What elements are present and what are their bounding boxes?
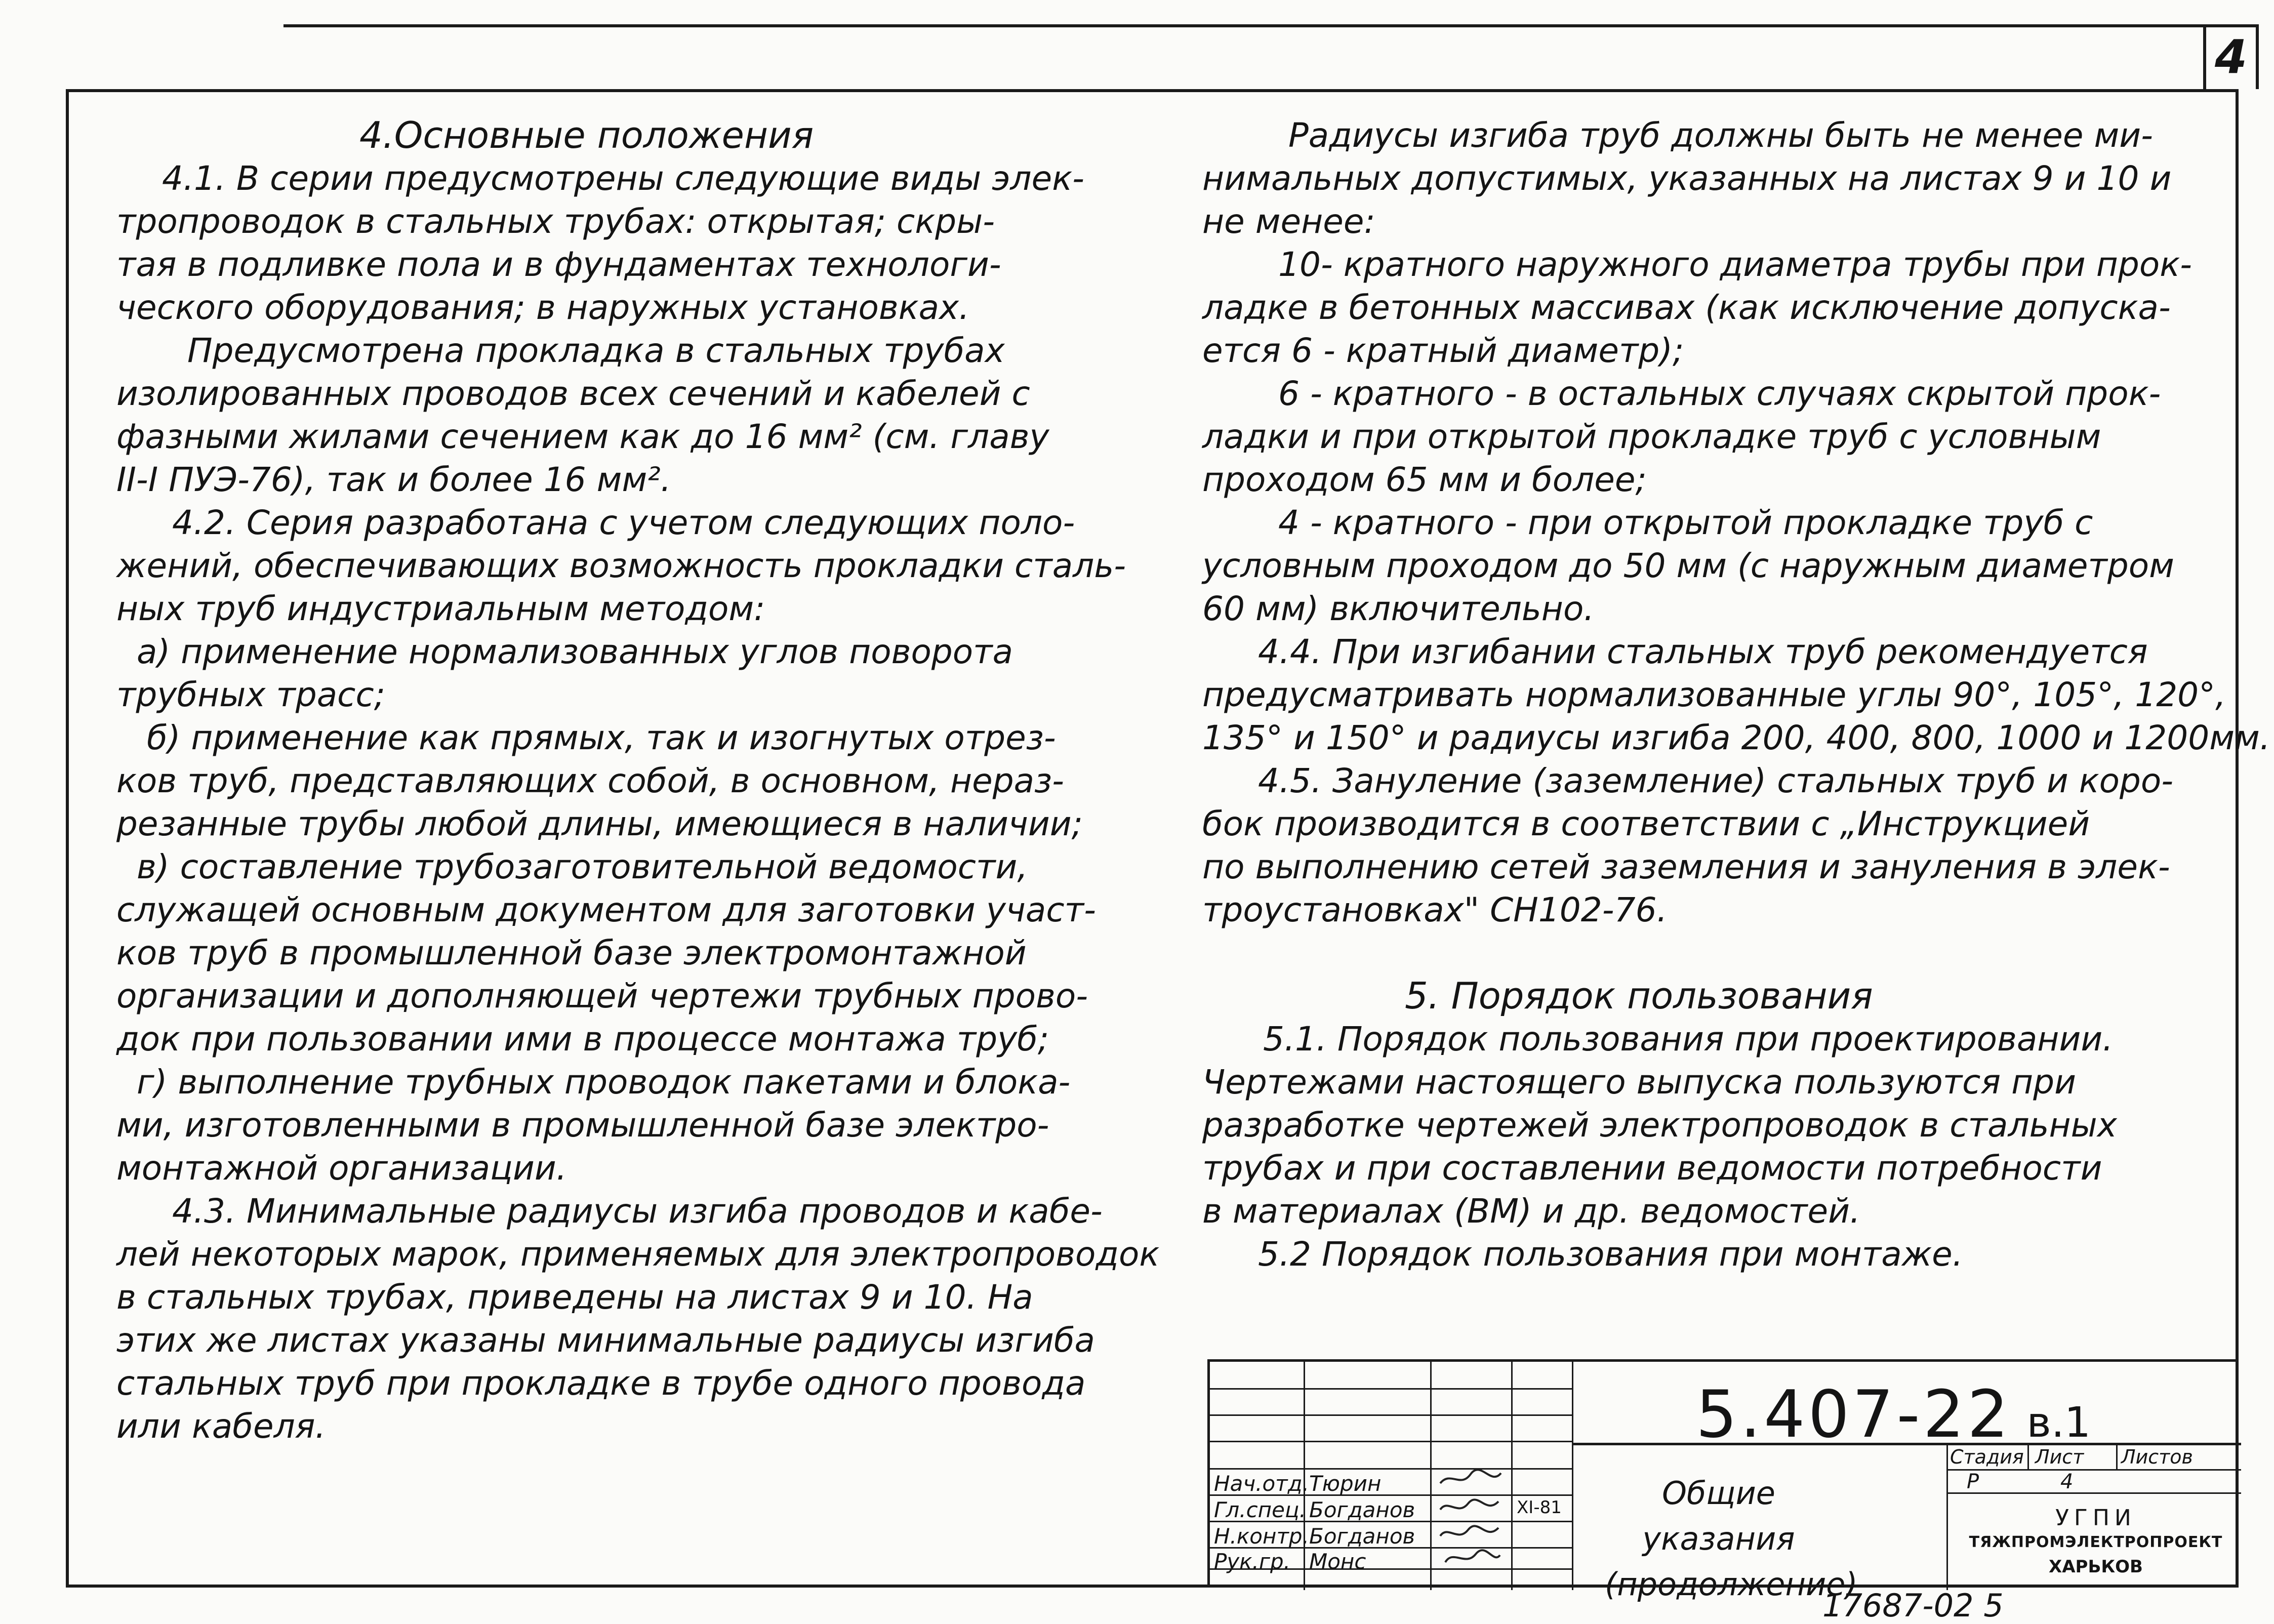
left-text-line: ков труб в промышленной базе электромонтажной — [116, 933, 1027, 972]
stage-value: Р — [1967, 1470, 1979, 1493]
left-text-line: 4.2. Серия разработана с учетом следующих поло- — [172, 503, 1075, 542]
right-text-line — [1202, 931, 2270, 975]
right-text-line: Радиусы изгиба труб должны быть не менее ми- — [1288, 116, 2153, 155]
right-text-line: ладки и при открытой прокладке труб с условным — [1202, 417, 2101, 456]
stamp-line — [1430, 1362, 1432, 1590]
right-text-line: 6 - кратного - в остальных случаях скрытой прок- — [1278, 374, 2161, 413]
right-text-line: 4.4. При изгибании стальных труб рекомендуется — [1258, 632, 2148, 671]
right-text-line: разработке чертежей электропроводок в стальных — [1202, 1106, 2117, 1145]
right-text-line: 4 - кратного - при открытой прокладке труб с — [1278, 503, 2093, 542]
left-text-line: 4.1. В серии предусмотрены следующие виды элек- — [162, 159, 1084, 198]
left-text-line: ческого оборудования; в наружных установках. — [116, 288, 970, 327]
right-text-line: 5. Порядок пользования — [1405, 975, 1873, 1017]
stamp-line — [1946, 1492, 2241, 1494]
right-text-line: в материалах (ВМ) и др. ведомостей. — [1202, 1192, 1861, 1231]
left-text-line: в) составление трубозаготовительной ведомости, — [137, 847, 1028, 886]
right-text-line: 5.1. Порядок пользования при проектировании. — [1263, 1020, 2114, 1059]
left-text-line: этих же листах указаны минимальные радиусы изгиба — [116, 1321, 1095, 1360]
right-text-line: проходом 65 мм и более; — [1202, 460, 1647, 499]
approval-date: XI-81 — [1517, 1497, 1562, 1518]
org-line-3: ХАРЬКОВ — [2049, 1557, 2143, 1577]
stamp-line — [1210, 1388, 1572, 1390]
right-text-line: не менее: — [1202, 202, 1375, 241]
stamp-line — [1210, 1468, 1572, 1470]
name-3: Богданов — [1309, 1524, 1415, 1549]
right-text-line: Чертежами настоящего выпуска пользуются при — [1202, 1063, 2077, 1102]
left-text-line: жений, обеспечивающих возможность прокладки сталь- — [116, 546, 1126, 585]
stamp-line — [1572, 1362, 1573, 1590]
title-block — [1207, 1359, 2239, 1603]
right-text-line: условным проходом до 50 мм (с наружным диаметром — [1202, 546, 2174, 585]
sheet-header: Лист — [2035, 1446, 2084, 1468]
right-text-line: 135° и 150° и радиусы изгиба 200, 400, 800, 1000 и 1200мм. — [1202, 718, 2270, 757]
stage-header: Стадия — [1950, 1446, 2024, 1468]
archive-number: 17687-02 5 — [1822, 1587, 2004, 1624]
left-text-line: ков труб, представляющих собой, в основном, нераз- — [116, 761, 1064, 800]
title-line-2: (продолжение) — [1605, 1566, 1858, 1603]
left-text-line: служащей основным документом для заготовки участ- — [116, 890, 1096, 929]
left-text-line: организации и дополняющей чертежи трубных прово- — [116, 977, 1088, 1016]
right-text-line: нимальных допустимых, указанных на листах 9 и 10 и — [1202, 159, 2172, 198]
stamp-line — [1210, 1414, 1572, 1416]
right-text-line: предусматривать нормализованные углы 90°, 105°, 120°, — [1202, 675, 2226, 714]
right-text-line: 5.2 Порядок пользования при монтаже. — [1258, 1235, 1963, 1274]
right-text-column — [1202, 114, 2270, 1276]
left-text-line: ных труб индустриальным методом: — [116, 589, 765, 628]
sheet-value: 4 — [2060, 1470, 2074, 1493]
sheet-top-border — [283, 24, 2217, 27]
left-text-line: б) применение как прямых, так и изогнутых отрез- — [147, 718, 1056, 757]
role-2: Гл.спец. — [1214, 1497, 1306, 1522]
stamp-line — [1946, 1443, 1948, 1590]
left-text-line: тропроводок в стальных трубах: открытая; скры- — [116, 202, 995, 241]
right-text-line: ладке в бетонных массивах (как исключение допуска- — [1202, 288, 2171, 327]
left-text-line: лей некоторых марок, применяемых для электропроводок — [116, 1235, 1160, 1274]
name-2: Богданов — [1309, 1497, 1415, 1522]
left-text-line: монтажной организации. — [116, 1149, 567, 1188]
sheet-title — [1605, 1471, 1858, 1607]
signature-scribbles — [1435, 1468, 1506, 1569]
left-text-line: а) применение нормализованных углов поворота — [137, 632, 1013, 671]
right-text-line: трубах и при составлении ведомости потребности — [1202, 1149, 2102, 1188]
left-text-line: г) выполнение трубных проводок пакетами и блока- — [137, 1063, 1071, 1102]
role-3: Н.контр. — [1214, 1524, 1309, 1549]
left-text-line: резанные трубы любой длины, имеющиеся в наличии; — [116, 804, 1083, 843]
left-text-line: трубных трасс; — [116, 675, 385, 714]
stamp-line — [2116, 1443, 2118, 1469]
role-4: Рук.гр. — [1214, 1549, 1290, 1574]
organization — [1954, 1506, 2238, 1579]
right-text-line: 4.5. Зануление (заземление) стальных труб и коро- — [1258, 761, 2174, 800]
left-text-line: тая в подливке пола и в фундаментах технологи- — [116, 245, 1001, 284]
org-line-2: ТЯЖПРОМЭЛЕКТРОПРОЕКТ — [1969, 1533, 2223, 1551]
right-text-line: троустановках" СН102-76. — [1202, 890, 1668, 929]
name-4: Монс — [1309, 1549, 1366, 1574]
left-text-line: фазными жилами сечением как до 16 мм² (см. главу — [116, 417, 1049, 456]
right-text-line: ется 6 - кратный диаметр); — [1202, 331, 1684, 370]
left-text-line: 4.Основные положения — [359, 114, 814, 156]
left-text-line: док при пользовании ими в процессе монтажа труб; — [116, 1020, 1049, 1059]
left-text-column — [116, 114, 1159, 1448]
right-text-line: по выполнению сетей заземления и зануления в элек- — [1202, 847, 2170, 886]
right-text-line: 10- кратного наружного диаметра трубы при прок- — [1278, 245, 2192, 284]
left-text-line: Предусмотрена прокладка в стальных трубах — [187, 331, 1005, 370]
right-text-line: 60 мм) включительно. — [1202, 589, 1595, 628]
left-text-line: II-I ПУЭ-76), так и более 16 мм². — [116, 460, 671, 499]
stamp-line — [1210, 1441, 1572, 1442]
org-line-1: УГПИ — [2055, 1505, 2136, 1531]
page-number-box: 4 — [2203, 24, 2259, 89]
right-text-line: бок производится в соответствии с „Инструкцией — [1202, 804, 2090, 843]
name-1: Тюрин — [1309, 1471, 1382, 1496]
title-line-1: Общие указания — [1642, 1475, 1795, 1557]
role-1: Нач.отд. — [1214, 1471, 1310, 1496]
stamp-line — [1511, 1362, 1513, 1590]
left-text-line: или кабеля. — [116, 1407, 326, 1446]
document-code: 5.407-22 в.1 — [1696, 1377, 2091, 1452]
left-text-line: изолированных проводов всех сечений и кабелей с — [116, 374, 1030, 413]
stamp-line — [1946, 1469, 2241, 1471]
left-text-line: 4.3. Минимальные радиусы изгиба проводов и кабе- — [172, 1192, 1103, 1231]
left-text-line: ми, изготовленными в промышленной базе электро- — [116, 1106, 1049, 1145]
left-text-line: в стальных трубах, приведены на листах 9 и 10. На — [116, 1278, 1033, 1317]
left-text-line: стальных труб при прокладке в трубе одного провода — [116, 1364, 1086, 1403]
sheets-header: Листов — [2121, 1446, 2193, 1468]
